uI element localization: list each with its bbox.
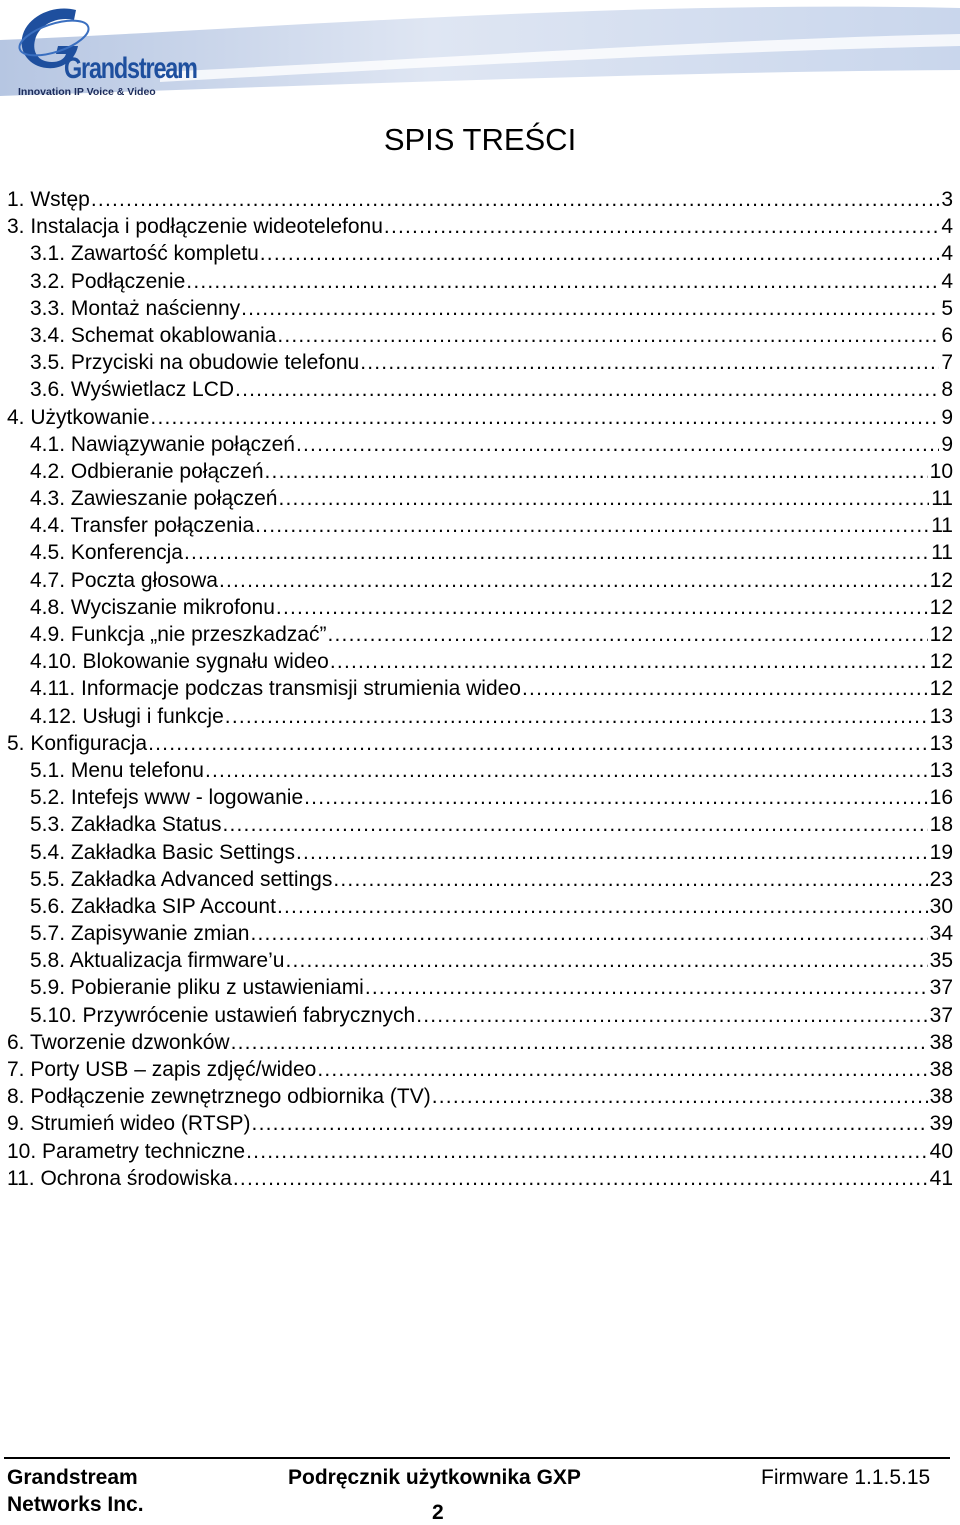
- toc-entry-page: 4: [941, 215, 953, 239]
- toc-dot-leader: [233, 1165, 928, 1192]
- toc-entry[interactable]: [7, 512, 953, 539]
- grandstream-logo: [14, 4, 197, 98]
- toc-entry[interactable]: [7, 240, 953, 267]
- toc-entry-page: 4: [941, 269, 953, 293]
- toc-entry-page: 16: [929, 786, 953, 810]
- toc-entry-label: 5.3. Zakładka Status: [30, 813, 222, 837]
- toc-entry-label: 4. Użytkowanie: [7, 405, 150, 429]
- toc-dot-leader: [231, 1029, 928, 1056]
- toc-entry-label: 3. Instalacja i podłączenie wideotelefonu: [7, 215, 383, 239]
- toc-entry-page: 11: [931, 487, 953, 511]
- logo-tagline: Innovation IP Voice & Video: [18, 86, 156, 98]
- footer-rule: [4, 1457, 950, 1459]
- toc-dot-leader: [186, 268, 939, 295]
- toc-dot-leader: [276, 594, 928, 621]
- toc-entry[interactable]: [7, 784, 953, 811]
- toc-entry-page: 4: [941, 242, 953, 266]
- toc-dot-leader: [205, 757, 928, 784]
- footer-page-number: 2: [432, 1501, 444, 1524]
- toc-dot-leader: [296, 431, 939, 458]
- toc-entry-label: 4.2. Odbieranie połączeń: [30, 459, 264, 483]
- toc-entry-page: 11: [931, 541, 953, 565]
- toc-entry-label: 9. Strumień wideo (RTSP): [7, 1112, 251, 1136]
- toc-entry[interactable]: [7, 839, 953, 866]
- toc-dot-leader: [296, 839, 928, 866]
- toc-dot-leader: [278, 485, 929, 512]
- toc-dot-leader: [252, 1110, 928, 1137]
- toc-dot-leader: [432, 1083, 928, 1110]
- toc-entry-page: 12: [929, 568, 953, 592]
- toc-entry[interactable]: [7, 1029, 953, 1056]
- toc-entry[interactable]: [7, 648, 953, 675]
- toc-entry[interactable]: [7, 947, 953, 974]
- toc-entry-label: 5.8. Aktualizacja firmware’u: [30, 949, 285, 973]
- toc-dot-leader: [277, 322, 939, 349]
- toc-entry[interactable]: [7, 703, 953, 730]
- toc-entry-page: 37: [929, 976, 953, 1000]
- toc-entry-label: 5.10. Przywrócenie ustawień fabrycznych: [30, 1003, 416, 1027]
- toc-dot-leader: [241, 295, 939, 322]
- toc-entry-label: 5.2. Intefejs www - logowanie: [30, 786, 304, 810]
- toc-entry-label: 8. Podłączenie zewnętrznego odbiornika (TV): [7, 1085, 431, 1109]
- toc-entry-label: 4.11. Informacje podczas transmisji strumienia wideo: [30, 677, 521, 701]
- toc-dot-leader: [285, 947, 927, 974]
- toc-entry-label: 11. Ochrona środowiska: [7, 1166, 232, 1190]
- toc-entry[interactable]: [7, 458, 953, 485]
- toc-entry-label: 4.12. Usługi i funkcje: [30, 704, 224, 728]
- toc-entry-label: 4.7. Poczta głosowa: [30, 568, 218, 592]
- toc-entry[interactable]: [7, 757, 953, 784]
- toc-entry-label: 3.3. Montaż naścienny: [30, 296, 241, 320]
- toc-entry[interactable]: [7, 376, 953, 403]
- page-title: SPIS TREŚCI: [383, 122, 577, 157]
- toc-entry-page: 12: [929, 677, 953, 701]
- toc-entry[interactable]: [7, 1083, 953, 1110]
- toc-entry-page: 12: [929, 595, 953, 619]
- toc-entry[interactable]: [7, 349, 953, 376]
- toc-entry-page: 6: [941, 323, 953, 347]
- toc-entry[interactable]: [7, 213, 953, 240]
- toc-entry-page: 19: [929, 840, 953, 864]
- toc-entry-page: 40: [929, 1139, 953, 1163]
- toc-dot-leader: [246, 1138, 928, 1165]
- toc-entry[interactable]: [7, 1110, 953, 1137]
- toc-entry-page: 30: [929, 894, 953, 918]
- toc-entry-page: 13: [929, 758, 953, 782]
- footer-manual-title: Podręcznik użytkownika GXP: [288, 1466, 581, 1489]
- toc-entry-page: 18: [929, 813, 953, 837]
- toc-entry-label: 3.1. Zawartość kompletu: [30, 242, 259, 266]
- toc-entry[interactable]: [7, 539, 953, 566]
- footer-company-line2: Networks Inc.: [7, 1493, 144, 1516]
- toc-entry-label: 4.1. Nawiązywanie połączeń: [30, 432, 295, 456]
- toc-entry-label: 3.6. Wyświetlacz LCD: [30, 378, 235, 402]
- toc-entry-page: 34: [929, 922, 953, 946]
- toc-entry[interactable]: [7, 1138, 953, 1165]
- toc-entry-label: 5. Konfiguracja: [7, 731, 148, 755]
- toc-entry-page: 38: [929, 1085, 953, 1109]
- toc-dot-leader: [365, 974, 928, 1001]
- toc-entry-page: 23: [929, 867, 953, 891]
- toc-entry-page: 11: [931, 514, 953, 538]
- toc-entry-label: 5.1. Menu telefonu: [30, 758, 204, 782]
- toc-entry[interactable]: [7, 866, 953, 893]
- toc-entry-label: 3.5. Przyciski na obudowie telefonu: [30, 351, 360, 375]
- toc-entry-page: 13: [929, 731, 953, 755]
- toc-entry-page: 13: [929, 704, 953, 728]
- toc-entry-label: 4.9. Funkcja „nie przeszkadzać”: [30, 623, 327, 646]
- toc-entry-label: 5.5. Zakładka Advanced settings: [30, 867, 333, 891]
- toc-entry[interactable]: [7, 295, 953, 322]
- toc-entry-page: 37: [929, 1003, 953, 1027]
- toc-entry-label: 10. Parametry techniczne: [7, 1139, 246, 1163]
- toc-dot-leader: [260, 240, 940, 267]
- toc-entry[interactable]: [7, 621, 953, 648]
- toc-entry-page: 38: [929, 1058, 953, 1081]
- footer-firmware: Firmware 1.1.5.15: [761, 1466, 931, 1489]
- table-of-contents: [7, 186, 953, 1192]
- toc-dot-leader: [360, 349, 939, 376]
- toc-dot-leader: [522, 675, 928, 702]
- toc-entry-label: 7. Porty USB – zapis zdjęć/wideo: [7, 1058, 317, 1081]
- toc-entry-page: 7: [941, 351, 953, 375]
- toc-entry[interactable]: [7, 1002, 953, 1029]
- toc-dot-leader: [384, 213, 939, 240]
- toc-entry[interactable]: [7, 186, 953, 213]
- footer-company-line1: Grandstream: [7, 1466, 138, 1489]
- toc-entry-label: 4.3. Zawieszanie połączeń: [30, 487, 278, 511]
- toc-dot-leader: [235, 376, 939, 403]
- toc-entry-page: 39: [929, 1112, 953, 1136]
- logo-wordmark: Grandstream: [64, 52, 197, 85]
- toc-dot-leader: [148, 730, 928, 757]
- toc-entry-label: 5.7. Zapisywanie zmian: [30, 922, 250, 946]
- toc-entry[interactable]: [7, 920, 953, 947]
- toc-dot-leader: [317, 1056, 927, 1083]
- toc-dot-leader: [327, 621, 927, 648]
- toc-entry-page: 38: [929, 1030, 953, 1054]
- toc-entry[interactable]: [7, 974, 953, 1001]
- toc-entry-label: 4.4. Transfer połączenia: [30, 514, 255, 538]
- toc-entry-label: 3.2. Podłączenie: [30, 269, 186, 293]
- toc-dot-leader: [91, 186, 939, 213]
- toc-entry[interactable]: [7, 431, 953, 458]
- toc-entry-page: 10: [929, 459, 953, 483]
- toc-dot-leader: [304, 784, 928, 811]
- toc-entry-label: 3.4. Schemat okablowania: [30, 323, 277, 347]
- toc-dot-leader: [150, 404, 939, 431]
- toc-entry-label: 4.5. Konferencja: [30, 541, 183, 565]
- toc-entry-page: 3: [941, 188, 953, 211]
- toc-entry-page: 12: [929, 623, 953, 646]
- toc-dot-leader: [250, 920, 927, 947]
- toc-entry-page: 9: [941, 432, 953, 456]
- toc-entry-label: 5.6. Zakładka SIP Account: [30, 894, 276, 918]
- toc-dot-leader: [330, 648, 928, 675]
- toc-entry[interactable]: [7, 322, 953, 349]
- toc-entry[interactable]: [7, 567, 953, 594]
- toc-entry-page: 41: [929, 1166, 953, 1190]
- toc-dot-leader: [219, 567, 928, 594]
- toc-dot-leader: [333, 866, 927, 893]
- toc-entry-page: 35: [929, 949, 953, 973]
- toc-dot-leader: [265, 458, 928, 485]
- toc-entry-label: 1. Wstęp: [7, 188, 90, 211]
- toc-dot-leader: [222, 811, 927, 838]
- toc-dot-leader: [277, 893, 928, 920]
- toc-entry-page: 12: [929, 650, 953, 674]
- toc-dot-leader: [255, 512, 929, 539]
- toc-entry[interactable]: [7, 1165, 953, 1192]
- toc-entry[interactable]: [7, 594, 953, 621]
- toc-entry-label: 4.10. Blokowanie sygnału wideo: [30, 650, 329, 674]
- toc-entry[interactable]: [7, 675, 953, 702]
- toc-entry[interactable]: [7, 485, 953, 512]
- toc-entry-page: 9: [941, 405, 953, 429]
- toc-entry-label: 5.4. Zakładka Basic Settings: [30, 840, 295, 864]
- toc-entry[interactable]: [7, 893, 953, 920]
- toc-entry[interactable]: [7, 268, 953, 295]
- toc-entry[interactable]: [7, 1056, 953, 1083]
- toc-dot-leader: [416, 1002, 927, 1029]
- toc-entry[interactable]: [7, 404, 953, 431]
- toc-dot-leader: [225, 703, 928, 730]
- toc-entry-label: 6. Tworzenie dzwonków: [7, 1030, 230, 1054]
- toc-entry-page: 8: [941, 378, 953, 402]
- toc-entry-label: 4.8. Wyciszanie mikrofonu: [30, 595, 275, 619]
- toc-entry-page: 5: [941, 296, 953, 320]
- toc-dot-leader: [184, 539, 929, 566]
- toc-entry[interactable]: [7, 811, 953, 838]
- toc-entry[interactable]: [7, 730, 953, 757]
- toc-entry-label: 5.9. Pobieranie pliku z ustawieniami: [30, 976, 364, 1000]
